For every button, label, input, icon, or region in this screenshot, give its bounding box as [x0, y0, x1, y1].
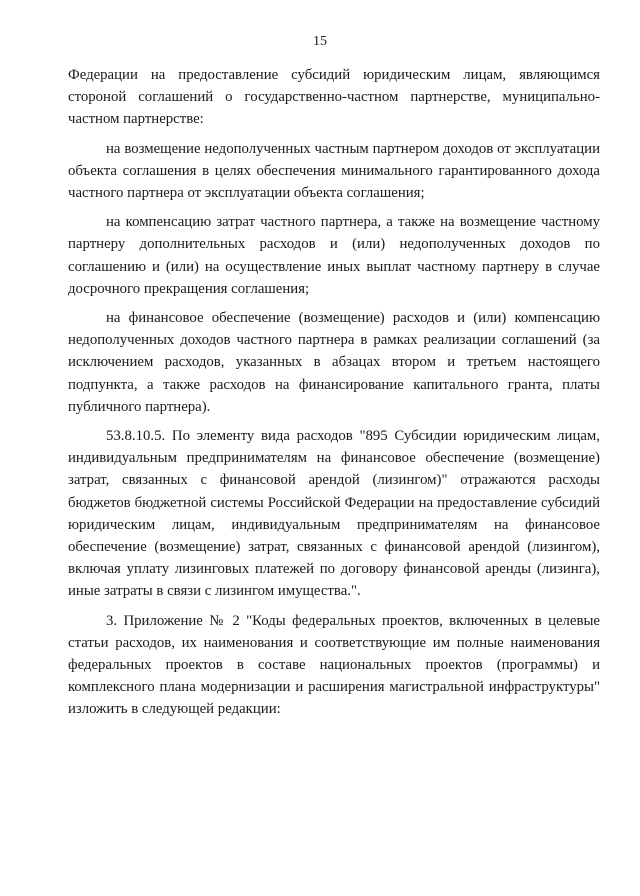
page-number: 15	[313, 34, 327, 49]
paragraph-continuation: Федерации на предоставление субсидий юридическим лицам, являющимся стороной соглашений о государственно-частном партнерстве, муниципально-частном партнерстве:	[68, 67, 600, 128]
paragraph-minimum-income: на возмещение недополученных частным партнером доходов от эксплуатации объекта соглашения в целях обеспечения минимального гарантированного дохода частного партнера от эксплуатации объекта соглашения;	[68, 140, 600, 202]
paragraph-compensation-costs: на компенсацию затрат частного партнера, а также на возмещение частному партнеру дополнительных расходов и (или) недополученных доходов по соглашению и (или) на осуществление иных выплат частному партнеру в случае досрочного прекращения соглашения;	[68, 214, 600, 297]
paragraph-appendix-2: 3. Приложение № 2 "Коды федеральных проектов, включенных в целевые статьи расходов, их наименования и соответствующие им полные наименования федеральных проектов в составе национальных проектов (программы) и комплексного плана модернизации и расширения магистральной инфраструктуры" изложить в следующей редакции:	[68, 612, 600, 718]
paragraph-financial-support: на финансовое обеспечение (возмещение) расходов и (или) компенсацию недополученных доходов частного партнера в рамках реализации соглашений (за исключением расходов, указанных в абзацах втором и третьем настоящего подпункта, а также расходов на финансирование капитального гранта, платы публичного партнера).	[68, 310, 600, 415]
paragraph-53-8-10-5: 53.8.10.5. По элементу вида расходов "895 Субсидии юридическим лицам, индивидуальным предпринимателям на финансовое обеспечение (возмещение) затрат, связанных с финансовой арендой (лизингом)" отражаются расходы бюджетов бюджетной системы Российской Федерации на предоставление субсидий юридическим лицам, индивидуальным предпринимателям на финансовое обеспечение (возмещение) затрат, связанных с финансовой арендой (лизингом), включая уплату лизинговых платежей по договору финансовой аренды (лизинга), иные затраты в связи с лизингом имущества.".	[68, 428, 600, 600]
document-body	[68, 64, 600, 721]
